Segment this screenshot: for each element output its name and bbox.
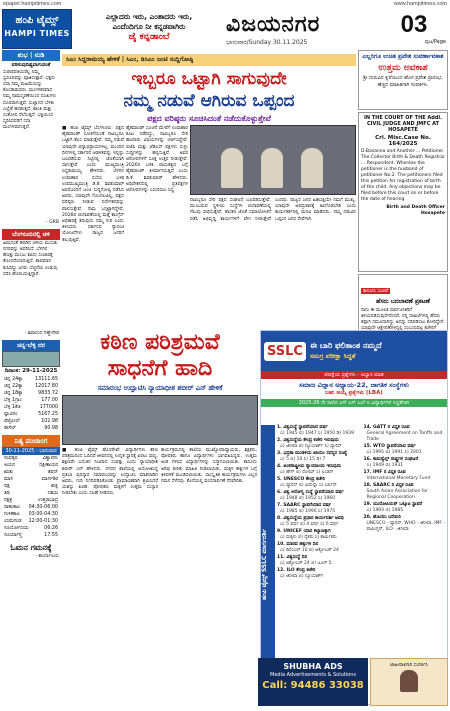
shubha-nudi-head-a: ಶುಭ xyxy=(17,51,28,59)
row-label: ಸಂವತ್ಸರ xyxy=(4,456,18,462)
row-value: 12:00-01:30 xyxy=(28,519,58,525)
legal-tag: ಕಾನೂನು ಸೂಚನೆ xyxy=(363,289,389,294)
sslc-subject: ಸಮಾಜ ವಿಜ್ಞಾನ ಅಧ್ಯಾಯ-22, ಜಾಗತಿಕ ಸಂಸ್ಥೆಗಳು xyxy=(299,381,409,389)
question-text: 2. ವಿಶ್ವಸಂಸ್ಥೆಯ ಕೇಂದ್ರ ಕಚೇರಿ ಇರುವುದು xyxy=(277,438,339,443)
row-value: 17:55 xyxy=(44,533,58,539)
table-row xyxy=(2,518,60,525)
list-item xyxy=(277,529,361,541)
logo-kannada: ಹಂಪಿ ಟೈಮ್ಸ್ xyxy=(15,15,59,26)
gold-rate-table xyxy=(2,376,60,432)
lead-body-col-3: ನಾವಿಬ್ಬರೂ ಸೇರಿ ಪಕ್ಷದ ಸಂಘಟನೆ ಬಲಪಡಿಸುತ್ತೇವೆ. ಮುಂಬರುವ ಸ್ಥಳೀಯ ಸಂಸ್ಥೆಗಳ ಚುನಾವಣೆಯಲ್ಲಿ ಗೆಲುವು ಸಾಧಿಸುತ್ತೇವೆ. ಶಾಸಕರ ಜೊತೆ ಸಮಾಲೋಚನೆ ನಡೆಸಿ ಅಭಿವೃದ್ಧಿ ಕಾರ್ಯಗಳಿಗೆ ವೇಗ ನೀಡುತ್ತೇವೆ ಎಂದರು. ರಾಜ್ಯದ ಜನರ ಹಿತಾಸಕ್ತಿಯೇ ನಮಗೆ ಮುಖ್ಯ. ಯಾವುದೇ ಅಪಪ್ರಚಾರಕ್ಕೆ ಕಿವಿಗೊಡಬೇಡಿ ಎಂದು ಕಾರ್ಯಕರ್ತರಲ್ಲಿ ಮನವಿ ಮಾಡಿದರು. ನಮ್ಮ ನಡುವಿನ ಒಪ್ಪಂದ ಜನರ ಸೇವೆಗಾಗಿ. xyxy=(190,198,356,222)
lead-subhead: ಪಕ್ಷದ ವರಿಷ್ಠರು ಸೂಚಿಸಿದಂತೆ ನಡೆದುಕೊಳ್ಳುತ್ತೇವೆ xyxy=(147,114,271,123)
table-row xyxy=(2,483,60,490)
lead-headline-2: ನಮ್ಮ ನಡುವೆ ಆಗಿರುವ ಒಪ್ಪಂದ xyxy=(123,91,295,111)
question-options: ಎ) ಜಿನೀವಾ ಬಿ) ನ್ಯೂಯಾರ್ಕ್ ಸಿ) ಪ್ಯಾರಿಸ್ xyxy=(280,444,342,449)
row-label: ಋತು xyxy=(4,470,14,476)
table-row xyxy=(2,504,60,511)
lead-body-col-2: ಹೈಕಮಾಂಡ್ ಸೂಚನೆ ಮೇರೆಗೆ ಉಪಾಹಾರ ಕೂಟ ನಡೆದಿದ್ದು, ನಾವಿಬ್ಬರೂ ಸೇರಿ ಹಲವಾರು ವಿಷಯಗಳನ್ನು ಚರ್ಚಿಸಿದ್ದೇವೆ. ಬಿಜೆಪಿ ಮತ್ತು ಜೆಡಿಎಸ್ ಪಕ್ಷಗಳು ಸುಳ್ಳು ಸುದ್ದಿಗಳನ್ನು ಹಬ್ಬಿಸುತ್ತಿವೆ. ಅವರ ಆರೋಪಗಳಿಗೆ ಸೂಕ್ತ ಉತ್ತರ ನೀಡುತ್ತೇವೆ. 2026ರ ಬಳಿಕ ನಾಯಕತ್ವದ ಬಗ್ಗೆ ಹೈಕಮಾಂಡ್ ತೀರ್ಮಾನಿಸುತ್ತದೆ ಎಂದು ಡಿ.ಕೆ. ಶಿವಕುಮಾರ್ ಹೇಳಿದರು. ಅಧಿವೇಶನದಲ್ಲಿ ಪ್ರತಿಪಕ್ಷಗಳ ಆರೋಪಗಳನ್ನು ಎದುರಿಸಲು ಸಿದ್ಧ. xyxy=(126,126,188,194)
masthead xyxy=(0,9,450,49)
list-item xyxy=(277,555,361,567)
list-item xyxy=(277,425,361,437)
second-body-col-2: ಕಾರ್ಯಕ್ರಮದಲ್ಲಿ ಶಾಲೆಯ ಮುಖ್ಯೋಪಾಧ್ಯಾಯರು, ಶಿಕ್ಷಕರು, ಪೋಷಕರು ಹಾಗೂ ವಿದ್ಯಾರ್ಥಿಗಳು ಭಾಗವಹಿಸಿದ್ದರು. ಉತ್ತಮ ಅಂಕ ಗಳಿಸಿದ ವಿದ್ಯಾರ್ಥಿಗಳನ್ನು ಸನ್ಮಾನಿಸಲಾಯಿತು. ಕಾನೂನು ಅರಿವು ಕುರಿತು ಮಾಹಿತಿ ನೀಡಲಾಯಿತು. ಮಕ್ಕಳ ಹಕ್ಕುಗಳ ಬಗ್ಗೆ ತಿಳಿವಳಿಕೆ ಮೂಡಿಸಲಾಯಿತು. ಸಾಂಸ್ಕೃತಿಕ ಕಾರ್ಯಕ್ರಮಗಳು ಎಲ್ಲರ ಗಮನ ಸೆಳೆದವು. ಕೊನೆಯಲ್ಲಿ ವಂದನಾರ್ಪಣೆ ನೆರವೇರಿತು. xyxy=(161,448,257,485)
shubha-ads-name: SHUBHA ADS xyxy=(283,662,343,671)
second-photo xyxy=(62,395,258,445)
sslc-banner: 2025-26 ನೇ ಸಾಲಿನ ಎಸ್ ಎಸ್ ಎಲ್ ಸಿ ವಿದ್ಯಾರ್ಥಿಗಳ ಸಿದ್ಧತೆಗಾಗಿ xyxy=(261,399,447,407)
sslc-subject-2: ಬಹು ಆಯ್ಕೆ ಪ್ರಶ್ನೆಗಳು (LBA) xyxy=(325,390,383,396)
row-label: ಪ್ಲಾಟಿನಂ xyxy=(4,412,18,418)
sslc-red-strip: ಪರೀಕ್ಷೆಯ ಪ್ರಶ್ನೆಗಳು - ಅಭ್ಯಾಸ ಮಾಡಿ xyxy=(261,371,447,379)
table-row xyxy=(2,397,60,404)
gold-photo xyxy=(2,351,60,367)
table-row xyxy=(2,490,60,497)
legal-body: ನಾನು ಈ ಮೂಲಕ ಸಾರ್ವಜನಿಕರಿಗೆ ತಿಳಿಯಪಡಿಸುವುದೇನೆಂದರೆ, ನನ್ನ ದಾಖಲೆಗಳಲ್ಲಿ ಹೆಸರು ತಪ್ಪಾಗಿ ನಮೂದಾಗಿದ್ದು ಅದನ್ನು ಸರಿಪಡಿಸಲು ಕೋರಿದ್ದೇನೆ. ಯಾವುದೇ ಆಕ್ಷೇಪಣೆಗಳಿದ್ದಲ್ಲಿ ಸಂಬಂಧಪಟ್ಟ ಕಚೇರಿಗೆ xyxy=(361,308,445,331)
row-label: ಬೆಳ್ಳಿ 1ಕೆಜಿ xyxy=(4,405,21,411)
logo-english: HAMPI TIMES xyxy=(4,29,70,38)
question-options: ಎ) 1948 ಬಿ) 1952 ಸಿ) 1960 xyxy=(280,496,336,501)
court-signature: Birth and Death Officer Hosapete xyxy=(386,205,445,216)
table-row xyxy=(2,425,60,432)
question-text: 1. ವಿಶ್ವಸಂಸ್ಥೆ ಸ್ಥಾಪನೆಯಾದ ವರ್ಷ xyxy=(277,425,328,430)
question-text: 5. UNESCO ಕೇಂದ್ರ ಕಚೇರಿ xyxy=(277,477,325,482)
hampi-times-logo xyxy=(2,9,72,49)
table-row xyxy=(2,462,60,469)
question-text: 4. ಅಂತರಾಷ್ಟ್ರೀಯ ನ್ಯಾಯಾಲಯ ಇರುವುದು xyxy=(277,464,342,469)
question-options: ಎ) 1985 ಬಿ) 1990 ಸಿ) 1975 xyxy=(280,509,336,514)
table-row xyxy=(2,390,60,397)
list-item xyxy=(364,444,448,456)
list-item xyxy=(364,457,448,469)
second-subhead: ಸಮಾರಂಭ ಉದ್ಘಾಟಿಸಿ ನ್ಯಾಯಾಧೀಶ ಶಬೀರ್ ಎನ್ ಹೇಳಿಕೆ xyxy=(97,384,223,392)
table-row xyxy=(2,525,60,532)
page-number: 03 xyxy=(400,11,428,38)
question-options: ಎ) ಪ್ಯಾರಿಸ್ ಬಿ) ವಿಯೆನ್ನಾ ಸಿ) ಬರ್ಲಿನ್ xyxy=(280,483,337,488)
sslc-supplement xyxy=(260,330,448,705)
signoff: - GRB xyxy=(45,220,59,226)
omana-by: - ಕಾರ್ಯಾಲಯ xyxy=(35,554,59,560)
shubha-ads xyxy=(258,658,448,706)
question-options: ಎ) 5 ಬಿ) 10 ಸಿ) 15 ಡಿ) 7 xyxy=(280,457,326,462)
omana-title: ಓಮನ ಗಮನಕ್ಕೆ xyxy=(10,543,52,553)
shubha-ads-phone[interactable]: Call: 94486 33038 xyxy=(262,680,364,691)
row-value: ಶುಕ್ಲ xyxy=(51,484,58,490)
panchanga-table xyxy=(2,455,60,539)
list-item xyxy=(277,451,361,463)
row-label: ಅಯನ xyxy=(4,463,15,469)
question-options: ಎ) ಅಕ್ಟೋಬರ್ 24 ಬಿ) ಜೂನ್ 5 xyxy=(280,561,332,566)
question-text: 16. ಕಾಮನ್ವೆಲ್ತ್ ರಾಷ್ಟ್ರಗಳ ಸಂಘಟನೆ xyxy=(363,457,419,462)
row-value: 5167.25 xyxy=(38,412,58,418)
list-item xyxy=(277,464,361,476)
site-url[interactable]: www.hampitimes.com xyxy=(393,1,447,7)
second-headline-2: ಸಾಧನೆಗೆ ಹಾದಿ xyxy=(107,356,213,381)
question-text: 8. ವಿಶ್ವಸಂಸ್ಥೆಯ ಪ್ರಧಾನ ಕಾರ್ಯದರ್ಶಿ ಅವಧಿ xyxy=(277,516,344,521)
second-headline-1: ಕಠಿಣ ಪರಿಶ್ರಮವೆ xyxy=(100,330,220,355)
table-row xyxy=(2,404,60,411)
question-options: General Agreement on Tariffs and Trade xyxy=(366,431,443,442)
city-name: ವಿಜಯನಗರ xyxy=(226,11,321,37)
question-text: 9. UNICEF ಯಾರ ಕಲ್ಯಾಣಕ್ಕಾಗಿ xyxy=(277,529,331,534)
admission-ad xyxy=(358,50,448,110)
lead-body-col-1: ■ ಹಂಪಿ ಟೈಮ್ಸ್ ಬೆಂಗಳೂರು: ಪಕ್ಷದ ಹೈಕಮಾಂಡ್ ಸೂಚನೆಯಂತೆ ನಾವಿಬ್ಬರೂ ಒಟ್ಟಾಗಿ ಕೆಲಸ ಮಾಡುತ್ತೇವೆ. ನಮ್ಮ ನಡುವೆ ಯಾವುದೇ ಭಿನ್ನಾಭಿಪ್ರಾಯಗಳಿಲ್ಲ. ಮುಂದಿನ ದಿನಗಳಲ್ಲಿ ಸರ್ಕಾರದ ಆಡಳಿತವನ್ನು ಇನ್ನಷ್ಟು ಬಲಪಡಿಸುವ ನಿಟ್ಟಿನಲ್ಲಿ ಜೊತೆಯಾಗಿ ಸಾಗುತ್ತೇವೆ ಎಂದು ಮುಖ್ಯಮಂತ್ರಿ ಸಿದ್ದರಾಮಯ್ಯ ಹೇಳಿದರು. ಬೆಳಗಿನ ಉಪಾಹಾರ ಸಭೆಯ ಬಳಿಕ ಉಪಮುಖ್ಯಮಂತ್ರಿ ಡಿ.ಕೆ. ಶಿವಕುಮಾರ್ ಅವರೊಂದಿಗೆ ಜಂಟಿ ಸುದ್ದಿಗೋಷ್ಠಿ ನಡೆಸಿದ ಅವರು, ಯಾವುದೇ ಗೊಂದಲವಿಲ್ಲ, ಪಕ್ಷದ ವರಿಷ್ಠರು ನೀಡುವ ನಿರ್ದೇಶನವನ್ನು ಪಾಲಿಸುತ್ತೇವೆ. ನಾವು ಒಗ್ಗಟ್ಟಾಗಿದ್ದೇವೆ, 2028ರ ಚುನಾವಣೆಯಲ್ಲಿ ಮತ್ತೆ ಕಾಂಗ್ರೆಸ್ ಅಧಿಕಾರಕ್ಕೆ ತರುವುದು ನಮ್ಮ ಗುರಿ ಎಂದು ತಿಳಿಸಿದರು. ಸರ್ಕಾರದ ಗ್ಯಾರಂಟಿ ಯೋಜನೆಗಳು ರಾಜ್ಯದ ಜನರಿಗೆ ತಲುಪುತ್ತಿವೆ. xyxy=(62,126,124,243)
row-value: ಮಾರ್ಗಶಿರ xyxy=(41,477,58,483)
list-item xyxy=(277,503,361,515)
question-options: South Asian Association for Regional Cooperation xyxy=(366,489,428,500)
row-value: 04:30-06:00 xyxy=(28,505,58,511)
table-row xyxy=(2,376,60,383)
sslc-title xyxy=(310,341,382,361)
row-label: ನಕ್ಷತ್ರ xyxy=(4,498,13,504)
slogan-line-2: ಎಂದೆಂದಿಗೂ ನೀ ಕನ್ನಡವಾಗಿರು xyxy=(112,22,186,31)
row-value: 12017.80 xyxy=(35,384,58,390)
legal-head: ಹೆಸರು ಬದಲಾವಣೆ ಪ್ರಕಟಣೆ xyxy=(375,298,431,305)
row-value: 06:26 xyxy=(44,526,58,532)
right-column xyxy=(358,50,448,336)
list-item xyxy=(277,516,361,528)
list-item xyxy=(364,470,448,482)
lead-headline-1: ಇಬ್ಬರೂ ಒಟ್ಟಾಗಿ ಸಾಗುವುದೇ xyxy=(131,69,287,89)
slogan-line-1: ಎಲ್ಲಾದರು ಇರು, ಎಂತಾದರು ಇರು, xyxy=(105,12,193,21)
row-value: 03:00-04:30 xyxy=(28,512,58,518)
shubha-nudi-head-b: ನುಡಿ xyxy=(34,51,45,59)
question-text: 10. ಮಾನವ ಹಕ್ಕುಗಳ ದಿನ xyxy=(277,542,319,547)
row-label: ಯಮಗಂಡ xyxy=(4,519,22,525)
url-bar xyxy=(0,0,450,9)
section-title: ಪಠಿಸುವುದಿಷ್ಟವಾಗುವಂತೆ xyxy=(11,62,51,68)
table-row xyxy=(2,383,60,390)
row-label: ಸೂರ್ಯಾಸ್ತ xyxy=(4,533,22,539)
person-figure xyxy=(301,148,323,188)
row-value: 9833.72 xyxy=(38,391,58,397)
panchanga-head: ನಿತ್ಯ ಪಂಚಾಂಗ xyxy=(2,435,60,447)
list-item xyxy=(364,515,448,533)
sslc-title-main: ಈ ಬಾರಿ ಫಲಿತಾಂಶ ನಮ್ಮದೆ xyxy=(309,341,382,350)
lead-photo xyxy=(190,125,356,195)
question-options: ಎ) 1995 ಬಿ) 1991 ಸಿ) 2001 xyxy=(366,450,422,455)
sslc-logo: SSLC xyxy=(264,342,306,361)
question-text: 19. ಯುರೋಪಿಯನ್ ಒಕ್ಕೂಟ ಸ್ಥಾಪನೆ xyxy=(363,502,423,507)
page-number-block xyxy=(380,11,448,47)
court-notice xyxy=(358,112,448,272)
question-options: ಎ) 1993 ಬಿ) 1985 xyxy=(366,508,404,513)
row-value: 177.00 xyxy=(41,398,58,404)
cold-head: ಬೆಂಗಳೂರಿನಲ್ಲಿ ಚಳಿ xyxy=(2,229,60,240)
list-item xyxy=(364,483,448,501)
page-label: ಪುಟ/Page xyxy=(424,39,446,45)
court-case-number: Crl. Misc.Case No. 164/2025 xyxy=(375,135,431,147)
person-photo xyxy=(400,670,418,692)
sslc-header xyxy=(261,331,447,371)
epaper-url[interactable]: epaper.hampitimes.com xyxy=(3,1,62,7)
question-text: 11. ವಿಶ್ವಸಂಸ್ಥೆ ದಿನ xyxy=(277,555,308,560)
row-label: ಸೂರ್ಯೋದಯ xyxy=(4,526,29,532)
row-label: ತಿಥಿ xyxy=(4,491,10,497)
admission-ad-line-1: ಎಲ್ಲರಿಗೂ ಉಚಿತ ಪ್ರವೇಶ ಸುವರ್ಣಾವಕಾಶ xyxy=(362,53,444,60)
row-value: 102.98 xyxy=(41,419,58,425)
row-label: ಚಿನ್ನ 24ಕ್ಯಾ xyxy=(4,377,23,383)
row-value: 90.98 xyxy=(44,426,58,432)
question-text: 7. SAARC ಸ್ಥಾಪನೆಯಾದ ವರ್ಷ xyxy=(277,503,332,508)
shubha-nudi-head: ಶುಭ | ನುಡಿ xyxy=(2,50,60,61)
second-body-col-1: ■ ಹಂಪಿ ಟೈಮ್ಸ್ ಹೊಸಪೇಟೆ: ವಿದ್ಯಾರ್ಥಿಗಳು ಕಠಿಣ ಪರಿಶ್ರಮದಿಂದ ಓದಿದರೆ ಜೀವನದಲ್ಲಿ ಉನ್ನತ ಸ್ಥಾನಕ್ಕೆ ಏರಲು ಸಾಧ್ಯ. ಶಿಕ್ಷಣವೇ ಬದುಕಿನ ನಿಜವಾದ ಸಂಪತ್ತು ಎಂದು ನ್ಯಾಯಾಧೀಶ ಶಬೀರ್ ಎನ್ ಹೇಳಿದರು. ನಗರದ ಶಾಲೆಯಲ್ಲಿ ಆಯೋಜಿಸಿದ್ದ ಪ್ರತಿಭಾ ಪುರಸ್ಕಾರ ಸಮಾರಂಭವನ್ನು ಉದ್ಘಾಟಿಸಿ ಮಾತನಾಡಿದ ಅವರು, ಗುರಿ ನಿಗದಿಪಡಿಸಿಕೊಂಡು ಪ್ರಾಮಾಣಿಕವಾಗಿ ಶ್ರಮಿಸಿದರೆ ಯಶಸ್ಸು ಖಚಿತ. ಪೋಷಕರು ಮಕ್ಕಳಿಗೆ ಉತ್ತಮ ಸಂಸ್ಕಾರ ನೀಡಬೇಕು ಎಂದು ಸಲಹೆ ನೀಡಿದರು. xyxy=(62,448,158,497)
admission-ad-line-3: ಶ್ರೀ ಗುರುವಿನ ಕೃಪೆಯಿಂದ ಹೊಸ ಪ್ರವೇಶ ಪ್ರಾರಂಭ. ಹೆಚ್ಚಿನ ಮಾಹಿತಿಗಾಗಿ ಸಂಪರ್ಕಿಸಿ. xyxy=(363,75,443,88)
list-item xyxy=(364,425,448,443)
question-options: ಎ) 1945 ಬಿ) 1947 ಸಿ) 1950 ಡಿ) 1939 xyxy=(280,431,354,436)
question-text: 18. SAARC ನ ವಿಸ್ತೃತ ರೂಪ xyxy=(363,483,414,488)
table-row xyxy=(2,455,60,462)
question-options: UNESCO - ಪ್ಯಾರಿಸ್, WHO - ಜಿನೀವಾ, IMF - ವಾಷಿಂಗ್ಟನ್, ILO - ಜಿನೀವಾ xyxy=(366,521,446,532)
table-row xyxy=(2,418,60,425)
gold-date: ದಿನಾಂಕ: 29-11-2025 xyxy=(4,368,58,375)
list-item xyxy=(277,490,361,502)
table-row xyxy=(2,497,60,504)
row-label: ರಾಹುಕಾಲ xyxy=(4,505,21,511)
table-row xyxy=(2,532,60,539)
question-options: International Monetary Fund xyxy=(366,476,431,481)
cold-text: ಹಿಮದಂತೆ ಹರಡಿದ ಚಳಿಯ ಮುಸುಕು ನಗರವನ್ನು ಆವರಿಸಿದೆ. ಬೆಳಗಿನ ಹೊತ್ತು ಮಂಜು ಕವಿದು ಸಂಚಾರಕ್ಕೆ ತೊಂದರೆಯಾಗುತ್ತಿದೆ. ತಾಪಮಾನ ಕುಸಿದಿದ್ದು ಜನರು ಬೆಚ್ಚನೆಯ ಉಡುಪು ಧರಿಸಿ ಹೊರಬರುತ್ತಿದ್ದಾರೆ. xyxy=(3,241,58,277)
question-options: ಎ) 1949 ಬಿ) 1931 xyxy=(366,463,404,468)
cold-signoff: - ಶಿವಾನಂದ ಗಿಣ್ಣೇಗೌಡ xyxy=(24,331,59,337)
table-row xyxy=(2,469,60,476)
shubha-ads-logo xyxy=(258,658,368,706)
question-text: 14. GATT ನ ವಿಸ್ತೃತ ರೂಪ xyxy=(363,425,410,430)
sslc-side-label: ಹಂಪಿ ಟೈಮ್ಸ್ SSLC ಮಾರ್ಗದರ್ಶಿ xyxy=(261,425,275,704)
question-text: 12. ILO ಕೇಂದ್ರ ಕಚೇರಿ xyxy=(277,568,316,573)
question-options: ಎ) ಡಿಸೆಂಬರ್ 10 ಬಿ) ಅಕ್ಟೋಬರ್ 24 xyxy=(280,548,339,553)
list-item xyxy=(277,477,361,489)
question-text: 6. ವಿಶ್ವ ಆರೋಗ್ಯ ಸಂಸ್ಥೆ ಸ್ಥಾಪನೆಯಾದ ವರ್ಷ xyxy=(277,490,344,495)
list-item xyxy=(277,438,361,450)
list-item xyxy=(277,542,361,554)
question-options: ಎ) ಮಕ್ಕಳು ಬಿ) ರೈತರು ಸಿ) ಕಾರ್ಮಿಕರು xyxy=(280,535,337,540)
row-value: 13111.65 xyxy=(35,377,58,383)
question-options: ಎ) ಹೇಗ್ ಬಿ) ರೋಮ್ ಸಿ) ಲಂಡನ್ xyxy=(280,470,334,475)
question-text: 20. ಹೊಂದಿಸಿ ಬರೆಯಿರಿ xyxy=(363,515,401,520)
row-value: ದಕ್ಷಿಣಾಯನ xyxy=(39,463,58,469)
lead-headline xyxy=(62,68,356,112)
question-text: 3. ಭದ್ರತಾ ಮಂಡಳಿಯ ಖಾಯಂ ಸದಸ್ಯರ ಸಂಖ್ಯೆ xyxy=(277,451,348,456)
list-item xyxy=(364,502,448,514)
question-options: ಎ) ಜಿನೀವಾ ಬಿ) ನ್ಯೂಯಾರ್ಕ್ xyxy=(280,574,324,579)
gold-rate-head: ಚಿನ್ನ-ಬೆಳ್ಳಿ ದರ xyxy=(2,340,60,351)
row-value: ಶರದ್ xyxy=(48,470,58,476)
row-label: ಮಾಸ xyxy=(4,477,13,483)
person-figure xyxy=(221,148,243,188)
edition-date: ಭಾನುವಾರ/Sunday 30.11.2025 xyxy=(226,39,308,46)
row-label: ಪೆಟ್ರೋಲ್ xyxy=(4,419,20,425)
row-value: 177000 xyxy=(39,405,58,411)
question-text: 17. IMF ನ ವಿಸ್ತೃತ ರೂಪ xyxy=(363,470,406,475)
shubha-nudi-text: ಸುರಾಧಿಪತಿಯರೆಲ್ಲ ನಿಮ್ಮ ಸ್ವರೂಪವನ್ನು ಪೂಜಿಸುತ್ತಾರೆ. ಭಕ್ತರು ಸದಾ ನಿಮ್ಮ ಮಹಿಮೆಯನ್ನು ಕೊಂಡಾಡುವರು. ಮಂಗಳಕರವಾದ ನಿಮ್ಮ ನಾಮಸ್ಮರಣೆಯಿಂದ ದುಃಖಗಳು ದೂರವಾಗುತ್ತವೆ. ಸುಜ್ಞಾನದ ಬೆಳಕು ಎಲ್ಲೆಡೆ ಹರಡುತ್ತದೆ. ಶಾಂತಿ ಮತ್ತು ಸಂತೋಷ ನೆಲೆಸುತ್ತದೆ. ಭಕ್ತಿಯಿಂದ ಸ್ಮರಿಸಿದವರಿಗೆ ಸದಾ ಮಂಗಳವಾಗುತ್ತದೆ. xyxy=(3,70,57,130)
table-row xyxy=(2,411,60,418)
court-body: D.Basanna and Another ... Petitioner. The Collector Birth & Death Registrar ... Respondent. Whereas the petitioner is the husband of petitioner No.2. The petitioners filed this petition for registration of birth of the child. Any objections may be filed before this court on or before the date of hearing. xyxy=(361,149,445,202)
table-row xyxy=(2,511,60,518)
table-row xyxy=(2,476,60,483)
shubha-ads-contact xyxy=(370,658,448,706)
left-column xyxy=(2,50,60,705)
court-title: IN THE COURT OF THE Addl. CIVIL JUDGE AND JMFC AT HOSAPETE xyxy=(363,115,443,133)
slogan-line-3: ಜೈ ಕನ್ನಡಾಂಬೆ xyxy=(128,32,170,42)
question-options: ಎ) 5 ವರ್ಷ ಬಿ) 4 ವರ್ಷ ಸಿ) 6 ವರ್ಷ xyxy=(280,522,339,527)
question-text: 15. WTO ಸ್ಥಾಪನೆಯಾದ ವರ್ಷ xyxy=(363,444,416,449)
lead-kicker: ಸಿಎಂ ಸಿದ್ದರಾಮಯ್ಯ ಹೇಳಿಕೆ | ಸಿಎಂ, ಡಿಸಿಎಂ ಜಂಟಿ ಸುದ್ದಿಗೋಷ್ಠಿ xyxy=(62,54,356,66)
row-label: ಡೀಸೆಲ್ xyxy=(4,426,16,432)
row-value: ಉತ್ತರಾಭಾದ್ರ xyxy=(38,498,58,504)
list-item xyxy=(277,568,361,580)
city-block xyxy=(226,11,376,47)
slogan xyxy=(74,9,224,49)
legal-notice xyxy=(358,274,448,334)
second-headline xyxy=(62,330,258,382)
row-label: ಬೆಳ್ಳಿ 1ಗ್ರಾಂ xyxy=(4,398,22,404)
row-label: ಚಿನ್ನ 18ಕ್ಯಾ xyxy=(4,391,23,397)
row-value: ವಿಶ್ವಾವಸು xyxy=(42,456,58,462)
row-label: ಗುಳಿಕಕಾಲ xyxy=(4,512,20,518)
row-label: ಪಕ್ಷ xyxy=(4,484,10,490)
person-figure xyxy=(261,148,283,188)
admission-ad-line-2: ಉತ್ತಮ ಅವಕಾಶ xyxy=(378,63,428,73)
sslc-title-sub: ಸಮಗ್ರ ಪರೀಕ್ಷಾ ಸಿದ್ಧತೆ xyxy=(309,352,356,360)
shubha-ads-tagline: Media Advertisements & Solutions xyxy=(270,672,356,678)
row-value: ದಶಮಿ xyxy=(47,491,58,497)
row-label: ಚಿನ್ನ 22ಕ್ಯಾ xyxy=(4,384,23,390)
panchanga-date: 30-11-2025 - ಭಾನುವಾರ xyxy=(2,447,60,455)
contact-text: ಜಾಹೀರಾತಿಗಾಗಿ ಸಂಪರ್ಕಿಸಿ xyxy=(389,663,429,668)
